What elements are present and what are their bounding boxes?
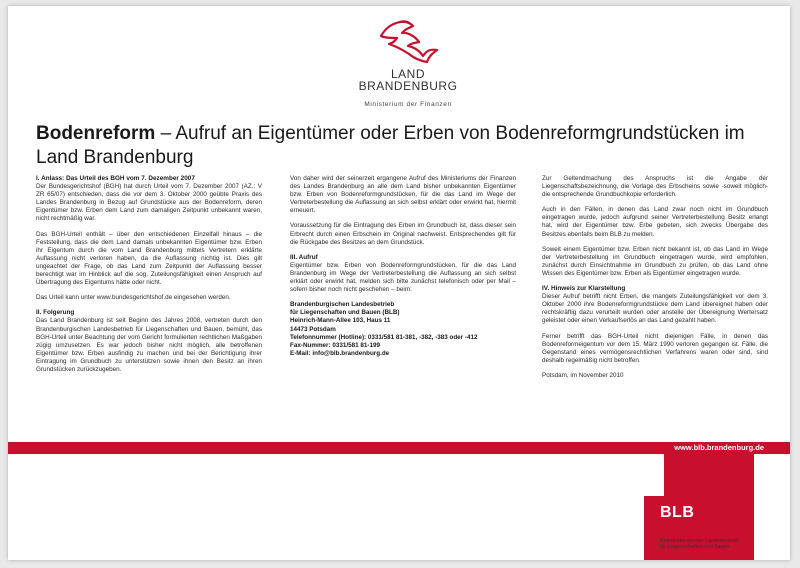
address-line: Brandenburgischen Landesbetrieb	[290, 301, 395, 309]
eagle-icon	[375, 16, 441, 66]
fax-number: Fax-Nummer: 0331/581 81-199	[290, 341, 380, 349]
column-2	[290, 175, 516, 358]
paragraph: Das BGH-Urteil enthält – über den entschiedenen Einzelfall hinaus – die Feststellung, dass die dem Land damals unbekannten Eigentümer bzw. Erben ihr Eigentum durch die vom Land Brandenburg mittels Vertretern erklärte Auflassung nicht verloren haben, da die Auflassung nichtig ist. Dies gilt ungeachtet der Frage, ob das Land zum Zeitpunkt der Auflassung besser berechtigt war im Hinblick auf die sog. Zuteilungsfähigkeit einen Anspruch auf Übertragung des Eigentums hätte oder nicht.	[36, 230, 262, 287]
paragraph: Dieser Aufruf betrifft nicht Erben, die mangels Zuteilungsfähigkeit vor dem 3. Oktober 2000 ihre Bodenreformgrundstücke dem Land übereignet haben oder rechtskräftig dazu verurteilt wurden oder anstelle der Übereignung Wertersatz geleistet oder einen Verkaufserlös an das Land gezahlt haben.	[542, 293, 768, 325]
blb-caption-line: Brandenburgischer Landesbetrieb	[660, 538, 739, 544]
paragraph: Soweit einem Eigentümer bzw. Erben nicht bekannt ist, ob das Land im Wege der Vertreterbestellung im Grundbuch eingetragen wurde, wird empfohlen, zunächst durch Einsichtnahme im Grundbuch zu prüfen, ob das Land ohne Wissen des Eigentümer bzw. Erben als Eigentümer eingetragen wurde.	[542, 245, 768, 277]
address-line: Heinrich-Mann-Allee 103, Haus 11	[290, 317, 391, 325]
blb-caption-line: für Liegenschaften und Bauen	[660, 544, 730, 551]
title-rest: – Aufruf an Eigentümer oder Erben von Bodenreformgrundstücken im Land Brandenburg	[36, 123, 745, 168]
blb-logo-notch	[644, 454, 664, 496]
ministry-name: Ministerium der Finanzen	[364, 101, 452, 108]
paragraph: Von daher wird der seinerzeit ergangene Aufruf des Ministeriums der Finanzen des Landes Brandenburg an alle dem Land bisher unbekannten Eigentümer bzw. Erben von Bodenreformgrundstücken, für die das Land im Wege der Vertreterbestellung die Auflassung an sich selbst erklärt oder erwirkt hat, hiermit erneuert.	[290, 175, 516, 215]
website-url: www.blb.brandenburg.de	[674, 443, 764, 452]
paragraph: Auch in den Fällen, in denen das Land zwar noch nicht im Grundbuch eingetragen wurde, jedoch aufgrund seiner Vertreterbestellung Besitz erlangt hat, wird der Eigentümer bzw. Erbe gebeten, sich zwecks Übergabe des Besitzes ebenfalls beim BLB zu melden.	[542, 206, 768, 238]
column-1	[36, 175, 262, 381]
page-title	[36, 122, 766, 170]
contact-address	[290, 301, 516, 358]
text-columns	[36, 175, 770, 445]
phone-number: Telefonnummer (Hotline): 0331/581 81-381, -382, -383 oder -412	[290, 333, 478, 341]
blb-logo-text: BLB	[660, 504, 695, 521]
email-address: E-Mail: info@blb.brandenburg.de	[290, 349, 390, 357]
date-line: Potsdam, im November 2010	[542, 371, 624, 379]
paragraph: Eigentümer bzw. Erben von Bodenreformgrundstücken, für die das Land Brandenburg im Wege der Vertreterbestellung die Auflassung an sich selbst erklärt oder erwirkt hat, melden sich bitte zunächst telefonisch oder per Mail – sofern bisher noch nicht geschehen – beim:	[290, 261, 516, 294]
paragraph: Der Bundesgerichtshof (BGH) hat durch Urteil vom 7. Dezember 2007 (AZ.: V ZR 65/07) entschieden, dass die vor dem 3. Oktober 2000 geübte Praxis des Landes Brandenburg in Bezug auf Grundstücke aus der Bodenreform, deren Eigentümer bzw. Erben dem Land zum damaligen Zeitpunkt unbekannt waren, nicht rechtmäßig war.	[36, 183, 262, 223]
logo-text-land: LAND	[390, 67, 425, 81]
section-heading-1: I. Anlass: Das Urteil des BGH vom 7. Dezember 2007	[36, 175, 195, 182]
address-line: 14473 Potsdam	[290, 325, 336, 333]
blb-caption	[660, 538, 780, 550]
paragraph: Das Land Brandenburg ist seit Beginn des Jahres 2008, vertreten durch den Brandenburgischen Landesbetrieb für Liegenschaften und Bauen, bemüht, das BGH-Urteil unter Beachtung der vom Gericht formulierten rechtlichen Maßgaben zügig umzusetzen. Es war jedoch bisher nicht möglich, alle betroffenen Eigentümer bzw. Erben ausfindig zu machen und bei der Berichtigung ihrer Eintragung im Grundbuch zu unterstützen sowie ihnen den Besitz an ihren Grundstücken zurückzugeben.	[36, 317, 262, 373]
title-bold: Bodenreform	[36, 123, 156, 144]
logo-text-brandenburg: BRANDENBURG	[358, 79, 458, 93]
document-page	[8, 6, 790, 560]
paragraph: Das Urteil kann unter www.bundesgerichtshof.de eingesehen werden.	[36, 294, 231, 302]
land-brandenburg-logo	[348, 16, 468, 116]
address-line: für Liegenschaften und Bauen (BLB)	[290, 309, 400, 317]
section-heading-4: IV. Hinweis zur Klarstellung	[542, 285, 626, 293]
section-heading-2: II. Folgerung	[36, 309, 75, 317]
footer-red-bar	[8, 442, 790, 454]
paragraph: Ferner betrifft das BGH-Urteil nicht diejenigen Fälle, in denen das Bodenreformeigentum vor dem 15. März 1990 verloren gegangen ist. Fälle, die Gegenstand eines vermögensrechtlichen Verfahrens waren oder sind, sind deshalb regelmäßig nicht betroffen.	[542, 332, 768, 364]
section-heading-3: III. Aufruf	[290, 253, 318, 261]
paragraph: Voraussetzung für die Eintragung des Erben im Grundbuch ist, dass dieser sein Erbrecht durch einen Erbschein im Original nachweist. Entsprechendes gilt für die Rückgabe des Besitzes an dem Grundstück.	[290, 222, 516, 246]
paragraph: Zur Geltendmachung des Anspruchs ist die Angabe der Liegenschaftsbezeichnung, die Vorlage des Erbscheins sowie -soweit möglich- die entsprechende Grundbuchkopie erforderlich.	[542, 175, 768, 199]
column-3	[542, 175, 768, 387]
